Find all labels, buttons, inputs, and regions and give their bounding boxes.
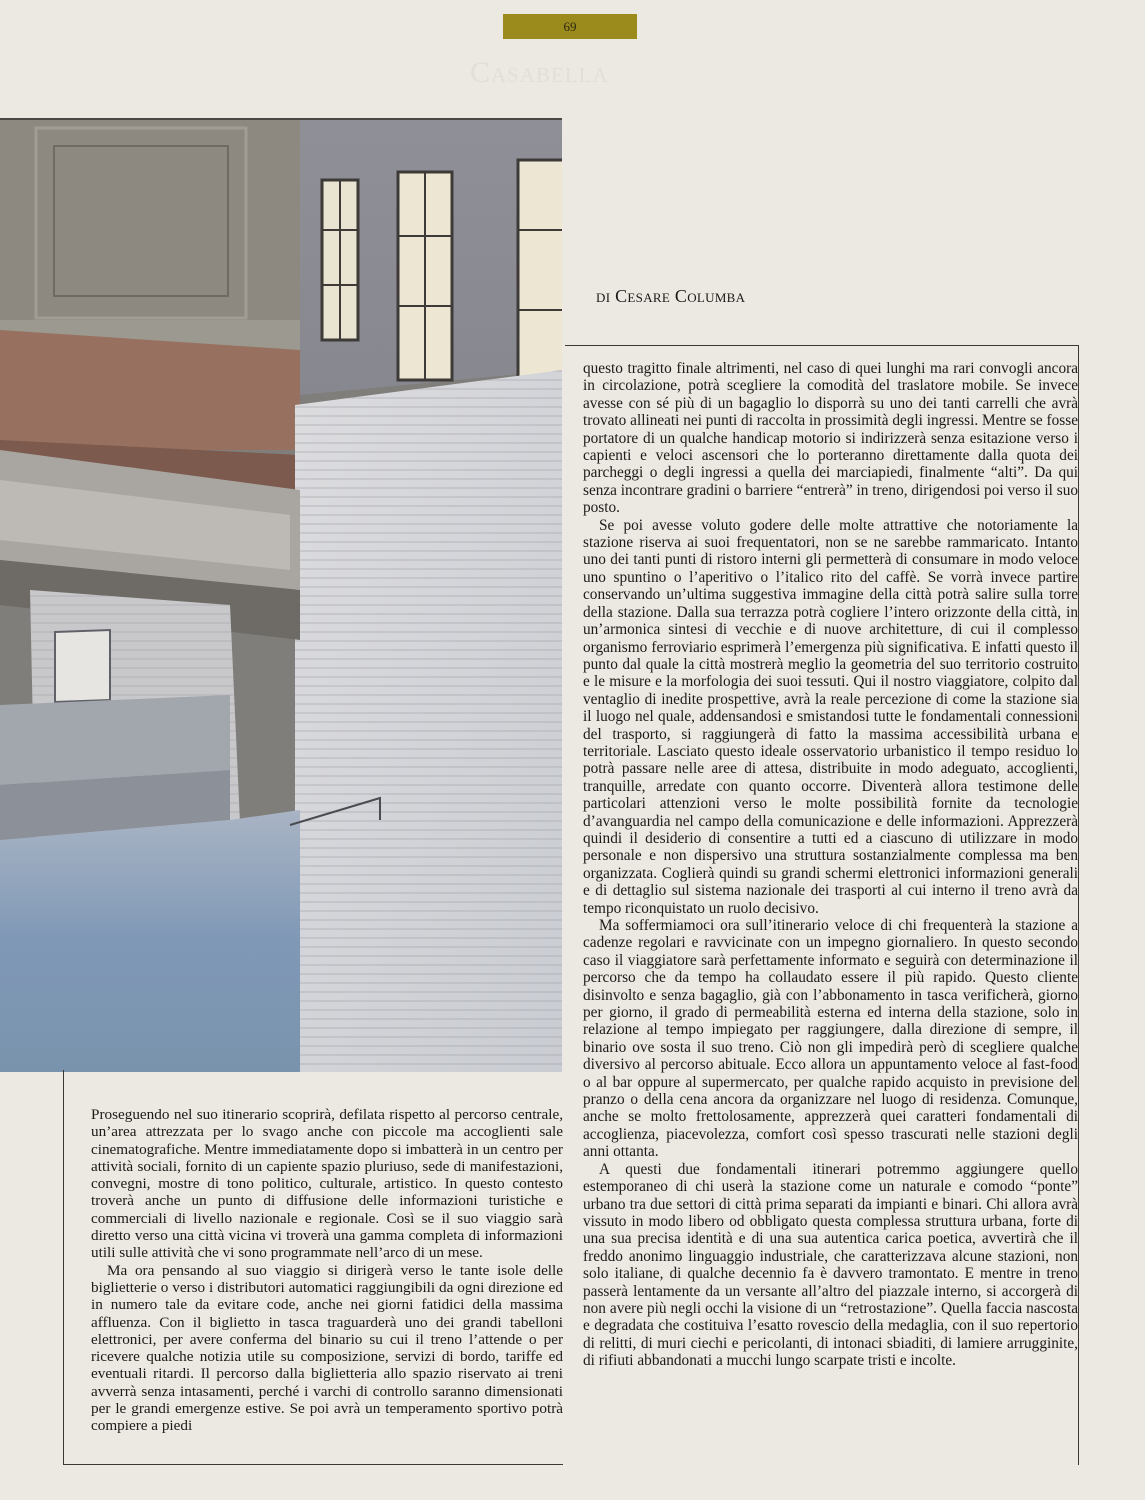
- pink-band: [0, 330, 300, 450]
- atrium-photo: [0, 118, 562, 1072]
- window-3: [518, 160, 562, 400]
- paragraph: A questi due fondamentali itinerari potremmo aggiungere quello estemporaneo di chi userà la stazione come un naturale e comodo “ponte” urbano tra due settori di città prima separati da impianti e binari. Chi allora avrà vissuto in modo libero od obbligato questa complessa struttura urbana, forte di una sua precisa identità e di una sua autentica carica poetica, avvertirà che il freddo anonimo linguaggio industriale, che caratterizzava alcune stazioni, non solo italiane, di qualche decennio fa è davvero tramontato. E mentre in treno passerà lentamente da un versante all’altro del piazzale interno, si accorgerà di non avere più negli occhi la visione di un “retrostazione”. Quella faccia nascosta e degradata che costituiva l’esatto rovescio della medaglia, con il suo repertorio di relitti, di muri ciechi e pericolanti, di intonaci sbiaditi, di lamiere arrugginite, di rifiuti abbandonati a mucchi lungo scarpate tristi e incolte.: [583, 1160, 1078, 1370]
- page-number: 69: [503, 14, 637, 39]
- article-column-left: [63, 1070, 563, 1465]
- paragraph: Proseguendo nel suo itinerario scoprirà, defilata rispetto al percorso centrale, un’area attrezzata per lo svago anche con piccole ma accoglienti sale cinematografiche. Mentre immediatamente dopo si imbatterà in un centro per attività sociali, fornito di un capiente spazio pluriuso, sede di manifestazioni, convegni, mostre di tono politico, culturale, artistico. In questo contesto troverà anche un punto di diffusione delle informazioni turistiche e commerciali di livello nazionale e regionale. Così se il suo viaggio sarà diretto verso una città vicina vi troverà una gamma completa di informazioni utili sulle attività che vi sono programmate nell’arco di un mese.: [91, 1106, 563, 1262]
- paragraph: Ma ora pensando al suo viaggio si dirigerà verso le tante isole delle biglietterie o verso i distributori automatici raggiungibili da ogni direzione ed in numero tale da evitare code, anche nei giorni fatidici della massima affluenza. Con il biglietto in tasca traguarderà uno dei grandi tabelloni elettronici, per avere conferma del binario su cui il treno l’attende o per ricevere qualche notizia utile su composizione, servizi di bordo, tariffe ed eventuali ritardi. Il percorso dalla biglietteria allo spazio riservato ai treni avverrà senza intasamenti, perché i varchi di controllo saranno dimensionati per le grandi emergenze estive. Se poi avrà un temperamento sportivo potrà compiere a piedi: [91, 1261, 563, 1435]
- paragraph: Se poi avesse voluto godere delle molte attrattive che notoriamente la stazione riserva ai suoi frequentatori, non se ne sarebbe rammaricato. Intanto uno dei tanti punti di ristoro interni gli permetterà di consumare in modo veloce uno spuntino o l’aperitivo o l’italico rito del caffè. Se vorrà invece partire conservando un’ultima suggestiva immagine della città potrà salire sulla torre della stazione. Dalla sua terrazza potrà cogliere l’intero orizzonte della città, in un’armonica sintesi di vecchie e di nuove architetture, di cui il complesso organismo ferroviario esprimerà l’emergenza più significativa. E infatti questo il punto dal quale la città mostrerà meglio la geometria del suo territorio costruito e le misure e la morfologia dei suoi tessuti. Qui il nostro viaggiatore, colpito dal ventaglio di inedite prospettive, avrà la reale percezione di come la stazione sia il luogo nel quale, addensandosi e smistandosi tutte le fondamentali connessioni del trasporto, si raggiungerà di fatto la massima accessibilità urbana e territoriale. Lasciato questo ideale osservatorio urbanistico il tempo residuo lo potrà passare nelle aree di attesa, distribuite in modo adeguato, accoglienti, tranquille, arredate con quanto occorre. Diventerà allora testimone delle particolari attenzioni verso le molte possibilità fornite da tecnologie d’avanguardia nel campo della comunicazione e delle informazioni. Apprezzerà quindi il desiderio di consentire a tutti ed a ciascuno di utilizzare in modo personale e non dispersivo una struttura sostanzialmente complessa ma ben organizzata. Coglierà quindi su grandi schermi elettronici informazioni generali e di dettaglio sul sistema nazionale dei trasporti al cui interno il treno avrà da tempo riconquistato un ruolo decisivo.: [583, 516, 1078, 917]
- paragraph: Ma soffermiamoci ora sull’itinerario veloce di chi frequenterà la stazione a cadenze regolari e ravvicinate con un impegno giornaliero. In questo secondo caso il viaggiatore sarà perfettamente informato e seguirà con determinazione il percorso che da tempo ha collaudato essere il più rapido. Questo cliente disinvolto e senza bagaglio, già con l’abbonamento in tasca verificherà, giorno per giorno, il grado di permeabilità esterna ed interna della stazione, solo in relazione al tempo impiegato per raggiungere, dalla direzione di sempre, il binario ove sosta il suo treno. Ciò non gli impedirà però di scegliere qualche diversivo al percorso abituale. Ecco allora un appuntamento veloce al fast-food o al bar oppure al supermercato, per qualche rapido acquisto in previsione del pranzo o della cena ancora da organizzare nel luogo di residenza. Comunque, anche se molto frettolosamente, apprezzerà quei caratteri fondamentali di accoglienza, piacevolezza, comfort così spesso trascurati nelle stazioni degli anni ottanta.: [583, 917, 1078, 1161]
- atrium-photo-icon: [0, 120, 562, 1072]
- blue-floor: [0, 810, 300, 1072]
- window-1: [322, 180, 358, 340]
- show-through-masthead: Casabella: [470, 56, 609, 89]
- author-byline: di Cesare Columba: [596, 286, 746, 306]
- window-2: [398, 172, 452, 380]
- paragraph: questo tragitto finale altrimenti, nel caso di quei lunghi ma rari convogli ancora in circolazione, potrà scegliere la comodità del traslatore mobile. Se invece avesse con sé più di un bagaglio lo disporrà su uno dei tanti carrelli che avrà trovato allineati nei punti di raccolta in prossimità degli ingressi. Mentre se fosse portatore di un qualche handicap motorio si indirizzerà senza esitazione verso i capienti e veloci ascensori che lo porteranno direttamente dalla quota dei parcheggi o degli ingressi a quella dei marciapiedi, finalmente “alti”. Da qui senza incontrare gradini o barriere “entrerà” in treno, dirigendosi poi verso il suo posto.: [583, 360, 1078, 517]
- article-column-right: [565, 345, 1079, 1465]
